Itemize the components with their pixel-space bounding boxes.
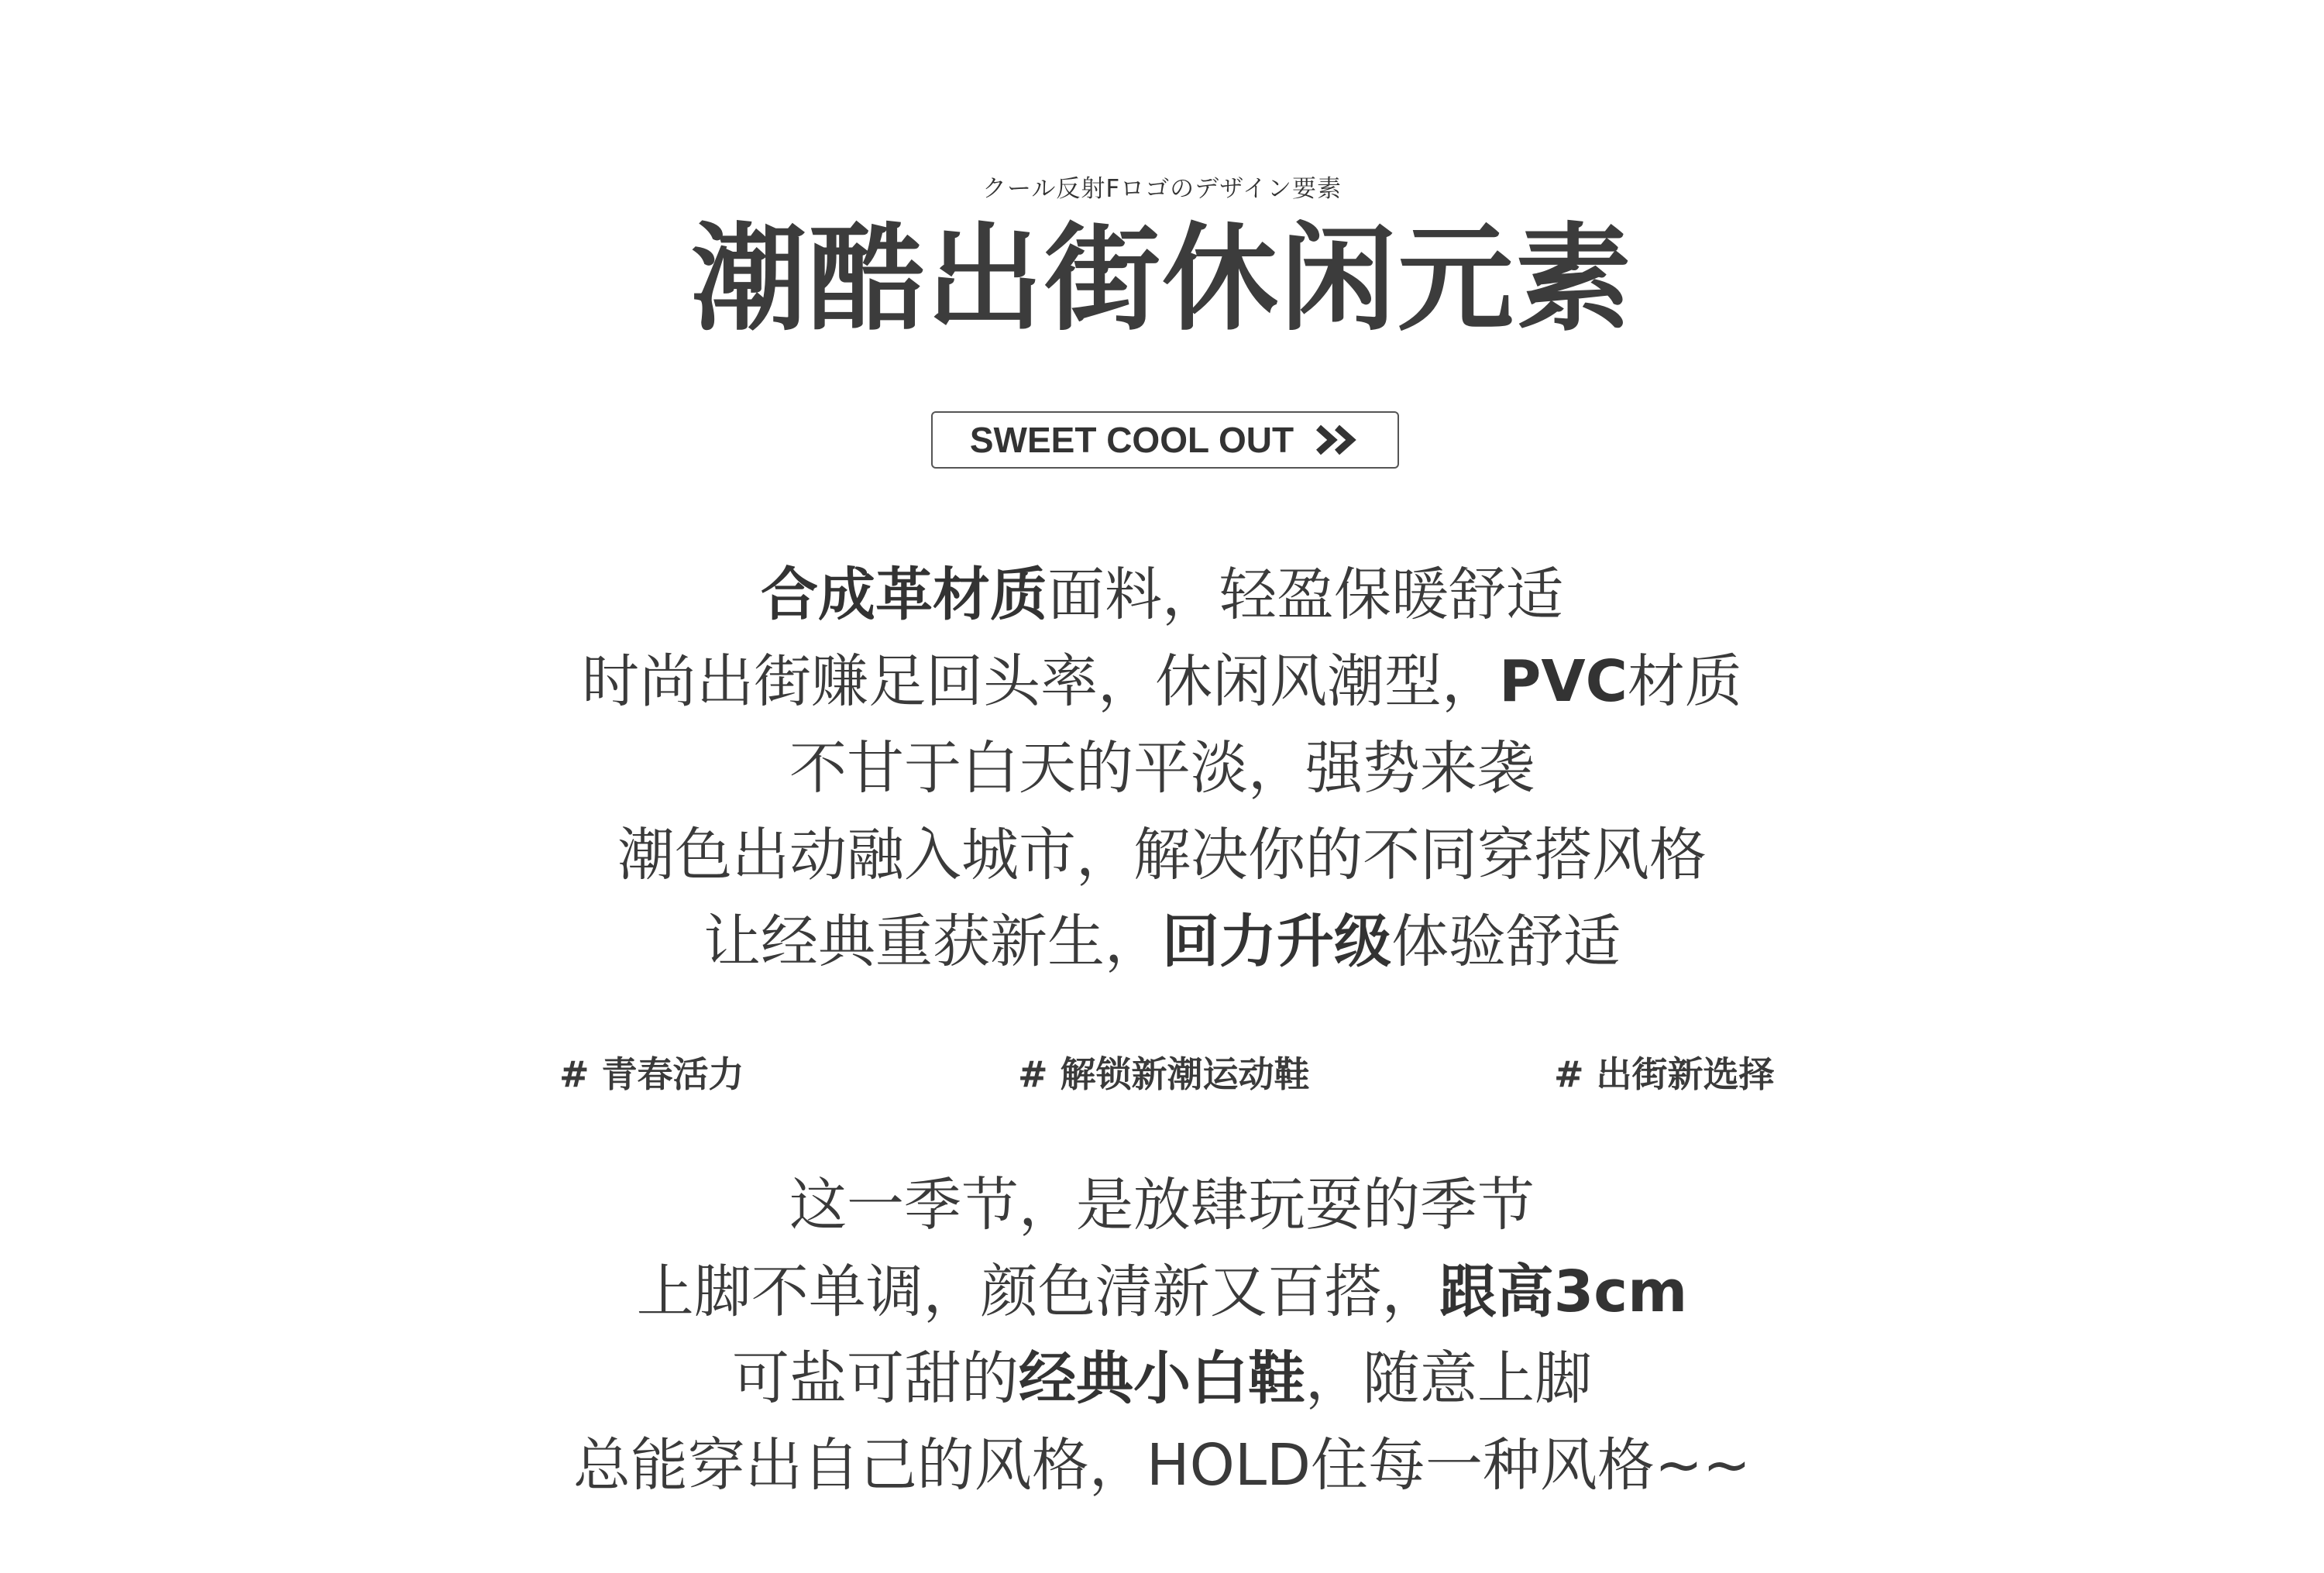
body-text: 面料，轻盈保暖舒适 [1047,562,1563,628]
japanese-subtitle: クール反射Fロゴのデザイン要素 [982,175,1342,203]
body-text: 可盐可甜的 [732,1345,1019,1412]
highlight-text: 经典小白鞋 [1019,1345,1305,1412]
paragraph-1-line-3: 不甘于白天的平淡，强势来袭 [789,735,1535,802]
description-paragraph-2 [0,1162,2324,1509]
description-paragraph-1 [0,551,2324,985]
paragraph-1-line-4: 潮色出动融入城市，解决你的不同穿搭风格 [617,822,1707,888]
highlight-text: 回力升级 [1162,908,1391,975]
hashtag-row [0,1047,2324,1101]
double-chevron-right-icon [1314,424,1360,455]
highlight-text: 合成革材质 [761,562,1047,628]
body-text: ，随意上脚 [1305,1345,1592,1412]
paragraph-2-line-2 [0,1248,2324,1335]
body-text: 时尚出街赚足回头率，休闲风潮型， [582,648,1500,715]
body-text: 材质 [1627,648,1742,715]
paragraph-2-line-4: 总能穿出自己的风格，HOLD住每一种风格~~ [572,1432,1752,1499]
hashtag-item: # 出街新选择 [1554,1053,1775,1095]
tag-button-label: SWEET COOL OUT [969,420,1294,460]
body-text: 上脚不单调，颜色清新又百搭， [636,1259,1439,1325]
paragraph-1-line-1 [0,551,2324,638]
highlight-text: 跟高3cm [1439,1259,1688,1325]
highlight-text: PVC [1499,648,1628,715]
paragraph-2-line-1: 这一季节，是放肆玩耍的季节 [789,1172,1535,1238]
sweet-cool-out-button[interactable] [931,411,1399,469]
paragraph-1-line-5 [0,898,2324,985]
hashtag-item: # 青春活力 [559,1053,744,1095]
page-title: 潮酷出街休闲元素 [690,212,1633,347]
paragraph-1-line-2 [0,638,2324,725]
body-text: 体验舒适 [1391,908,1621,975]
hashtag-item: # 解锁新潮运动鞋 [1018,1053,1310,1095]
body-text: 让经典重获新生， [703,908,1162,975]
paragraph-2-line-3 [0,1335,2324,1422]
